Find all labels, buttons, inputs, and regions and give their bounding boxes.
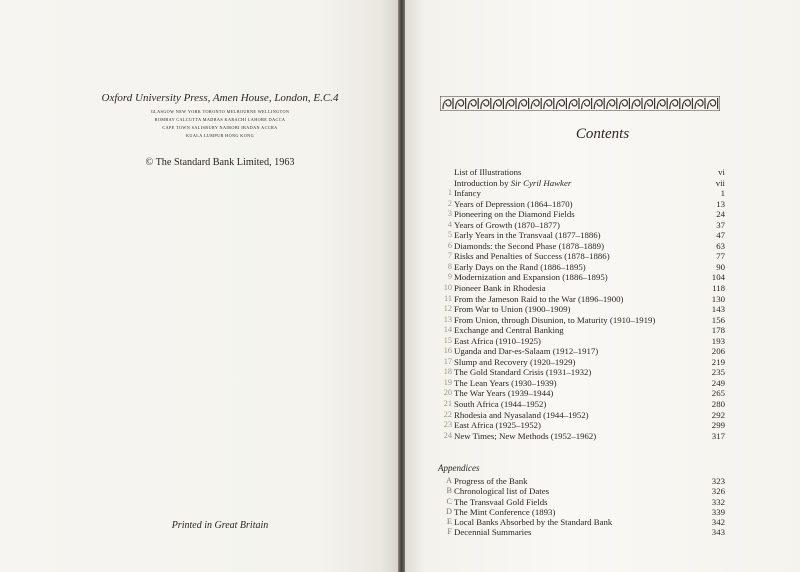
chapter-number: 1	[447, 188, 452, 198]
chapter-row	[438, 262, 725, 273]
chapter-number: 7	[447, 251, 452, 261]
chapter-page-number: 193	[711, 335, 725, 346]
toc-front-row	[438, 178, 725, 189]
author-name: Sir Cyril Hawker	[510, 177, 572, 188]
chapter-number: 14	[443, 325, 452, 335]
chapter-title: Uganda and Dar-es-Salaam (1912–1917)	[454, 346, 599, 357]
appendix-row	[438, 517, 725, 527]
chapter-page-number: 156	[711, 314, 725, 325]
chapter-number: 10	[443, 283, 452, 293]
chapter-page-number: 130	[711, 293, 725, 304]
ornament-scroll	[506, 98, 516, 109]
chapter-title: From War to Union (1900–1909)	[454, 304, 571, 315]
appendix-row	[438, 476, 725, 486]
appendix-row	[438, 486, 725, 496]
ornament-scroll	[544, 98, 554, 109]
contents-title: Contents	[575, 126, 630, 142]
chapter-number: 21	[443, 399, 452, 409]
chapter-title: Pioneering on the Diamond Fields	[454, 209, 575, 220]
copyright-notice: © The Standard Bank Limited, 1963	[145, 157, 295, 168]
appendices-list	[438, 476, 725, 538]
chapter-title: Risks and Penalties of Success (1878–1886)	[454, 251, 610, 262]
ornament-scroll	[708, 98, 718, 109]
book-gutter	[398, 0, 405, 572]
chapter-row	[438, 294, 725, 305]
chapter-title: The War Years (1939–1944)	[454, 388, 554, 399]
appendix-page-number: 326	[711, 486, 725, 497]
chapter-number: 22	[443, 409, 452, 419]
ornament-scroll	[468, 98, 478, 109]
chapter-row	[438, 410, 725, 421]
chapter-page-number: 24	[716, 209, 725, 220]
chapter-page-number: 219	[711, 356, 725, 367]
chapter-title: The Lean Years (1930–1939)	[454, 377, 557, 388]
chapter-row	[438, 336, 725, 347]
chapter-number: 4	[447, 219, 452, 229]
chapter-page-number: 206	[711, 346, 725, 357]
table-of-contents	[438, 167, 725, 441]
ornament-scroll	[695, 98, 705, 109]
toc-page-number: vii	[715, 177, 725, 188]
chapter-page-number: 235	[711, 367, 725, 378]
chapter-page-number: 77	[716, 251, 725, 262]
appendix-title: The Mint Conference (1893)	[454, 506, 556, 517]
chapter-title: East Africa (1910–1925)	[454, 335, 541, 346]
chapter-title: Infancy	[454, 188, 481, 199]
chapter-title: Early Days on the Rand (1886–1895)	[454, 261, 586, 272]
chapter-title: Slump and Recovery (1920–1929)	[454, 356, 576, 367]
chapter-title: Years of Depression (1864–1870)	[454, 198, 573, 209]
publisher-address: Oxford University Press, Amen House, London, E.C.4	[101, 92, 339, 104]
chapter-number: 11	[444, 293, 452, 303]
chapter-row	[438, 315, 725, 326]
chapter-page-number: 1	[720, 188, 725, 199]
chapter-title: Early Years in the Transvaal (1877–1886)	[454, 230, 601, 241]
publisher-imprint	[60, 92, 380, 140]
chapter-number: 19	[443, 377, 452, 387]
chapter-title: Pioneer Bank in Rhodesia	[454, 283, 546, 294]
printed-in-notice: Printed in Great Britain	[171, 520, 269, 531]
chapter-row	[438, 199, 725, 210]
chapter-row	[438, 283, 725, 294]
chapter-page-number: 13	[716, 198, 725, 209]
appendix-title: Local Banks Absorbed by the Standard Bank	[454, 517, 613, 528]
cities-line: KUALA LUMPUR HONG KONG	[185, 133, 254, 138]
chapter-row	[438, 367, 725, 378]
chapter-row	[438, 388, 725, 399]
ornament-scroll	[443, 98, 453, 109]
ornament-scroll	[531, 98, 541, 109]
ornament-scroll	[493, 98, 503, 109]
chapter-number: 16	[443, 346, 452, 356]
chapter-number: 2	[447, 198, 452, 208]
chapter-number: 5	[447, 230, 452, 240]
ornament-scroll	[682, 98, 692, 109]
chapter-number: 13	[443, 314, 452, 324]
chapter-row	[438, 420, 725, 431]
appendix-number: F	[447, 527, 452, 537]
chapter-page-number: 292	[711, 409, 725, 420]
chapter-title: Exchange and Central Banking	[454, 325, 564, 336]
chapter-row	[438, 399, 725, 410]
appendix-title: Decennial Summaries	[454, 527, 532, 538]
ornament-scroll	[456, 98, 466, 109]
chapter-page-number: 299	[711, 420, 725, 431]
ornament-scroll	[632, 98, 642, 109]
chapter-row	[438, 304, 725, 315]
chapter-page-number: 118	[712, 283, 725, 294]
cities-line: GLASGOW NEW YORK TORONTO MELBOURNE WELLINGTON	[150, 109, 290, 114]
chapter-number: 8	[447, 261, 452, 271]
appendix-title: Progress of the Bank	[454, 476, 528, 486]
chapter-row	[438, 378, 725, 389]
ornament-scroll	[556, 98, 566, 109]
chapter-number: 12	[443, 304, 452, 314]
chapter-row	[438, 188, 725, 199]
chapter-number: 23	[443, 420, 452, 430]
chapter-row	[438, 230, 725, 241]
chapter-page-number: 47	[716, 230, 725, 241]
ornament-scroll	[594, 98, 604, 109]
chapter-number: 15	[443, 335, 452, 345]
toc-page-number: vi	[718, 167, 725, 177]
publisher-cities	[60, 108, 380, 140]
introduction-label: Introduction by	[454, 177, 511, 188]
chapter-page-number: 63	[716, 240, 725, 251]
chapter-row	[438, 220, 725, 231]
appendix-number: C	[446, 496, 452, 506]
appendix-number: E	[446, 517, 452, 527]
chapter-row	[438, 209, 725, 220]
chapter-number: 20	[443, 388, 452, 398]
appendix-page-number: 323	[711, 476, 725, 486]
cities-line: BOMBAY CALCUTTA MADRAS KARACHI LAHORE DACCA	[154, 117, 286, 122]
chapter-page-number: 37	[716, 219, 725, 230]
chapter-row	[438, 346, 725, 357]
chapter-title: Rhodesia and Nyasaland (1944–1952)	[454, 409, 589, 420]
appendix-number: D	[446, 506, 452, 516]
chapter-page-number: 143	[711, 304, 725, 315]
chapter-title: East Africa (1925–1952)	[454, 420, 541, 431]
cities-line: CAPE TOWN SALISBURY NAIROBI IBADAN ACCRA	[162, 125, 278, 130]
chapter-row	[438, 272, 725, 283]
chapter-page-number: 280	[711, 399, 725, 410]
appendix-title: The Transvaal Gold Fields	[454, 496, 548, 507]
appendix-number: B	[446, 486, 452, 496]
ornament-scroll	[481, 98, 491, 109]
chapter-row	[438, 431, 725, 442]
chapter-page-number: 90	[716, 261, 725, 272]
appendix-row	[438, 497, 725, 507]
chapter-row	[438, 241, 725, 252]
chapter-title: South Africa (1944–1952)	[454, 399, 547, 410]
chapter-page-number: 178	[711, 325, 725, 336]
chapter-number: 9	[447, 272, 452, 282]
chapter-title: Diamonds: the Second Phase (1878–1889)	[454, 240, 605, 251]
chapter-number: 17	[443, 356, 452, 366]
chapter-number: 6	[447, 240, 452, 250]
toc-front-row	[438, 167, 725, 178]
appendices-heading: Appendices	[438, 463, 480, 473]
chapter-number: 3	[447, 209, 452, 219]
chapter-page-number: 249	[711, 377, 725, 388]
appendix-row	[438, 527, 725, 537]
chapter-row	[438, 251, 725, 262]
chapter-row	[438, 325, 725, 336]
chapter-title: Modernization and Expansion (1886–1895)	[454, 272, 608, 283]
chapter-number: 18	[443, 367, 452, 377]
decorative-border-ornament	[440, 96, 720, 111]
ornament-scroll	[657, 98, 667, 109]
chapter-page-number: 104	[711, 272, 725, 283]
appendix-page-number: 339	[711, 506, 725, 517]
toc-entry-title	[454, 178, 697, 189]
ornament-scroll	[619, 98, 629, 109]
appendix-row	[438, 507, 725, 517]
chapter-row	[438, 357, 725, 368]
chapter-title: From Union, through Disunion, to Maturity (1910–1919)	[454, 314, 656, 325]
ornament-scroll	[607, 98, 617, 109]
chapter-title: Years of Growth (1870–1877)	[454, 219, 560, 230]
appendix-page-number: 332	[711, 496, 725, 507]
appendix-page-number: 342	[711, 517, 725, 528]
ornament-scroll	[670, 98, 680, 109]
chapter-number: 24	[443, 430, 452, 440]
ornament-scroll	[582, 98, 592, 109]
chapter-page-number: 265	[711, 388, 725, 399]
chapter-title: The Gold Standard Crisis (1931–1932)	[454, 367, 592, 378]
chapter-title: From the Jameson Raid to the War (1896–1900)	[454, 293, 624, 304]
ornament-scroll	[519, 98, 529, 109]
ornament-scroll	[645, 98, 655, 109]
appendix-number: A	[446, 476, 452, 485]
appendix-page-number: 343	[711, 527, 725, 538]
appendix-title: Chronological list of Dates	[454, 486, 550, 497]
chapter-title: New Times; New Methods (1952–1962)	[454, 430, 597, 441]
toc-entry-title: List of Illustrations	[454, 167, 522, 177]
ornament-scroll	[569, 98, 579, 109]
chapter-page-number: 317	[711, 430, 725, 441]
left-page	[0, 0, 398, 572]
